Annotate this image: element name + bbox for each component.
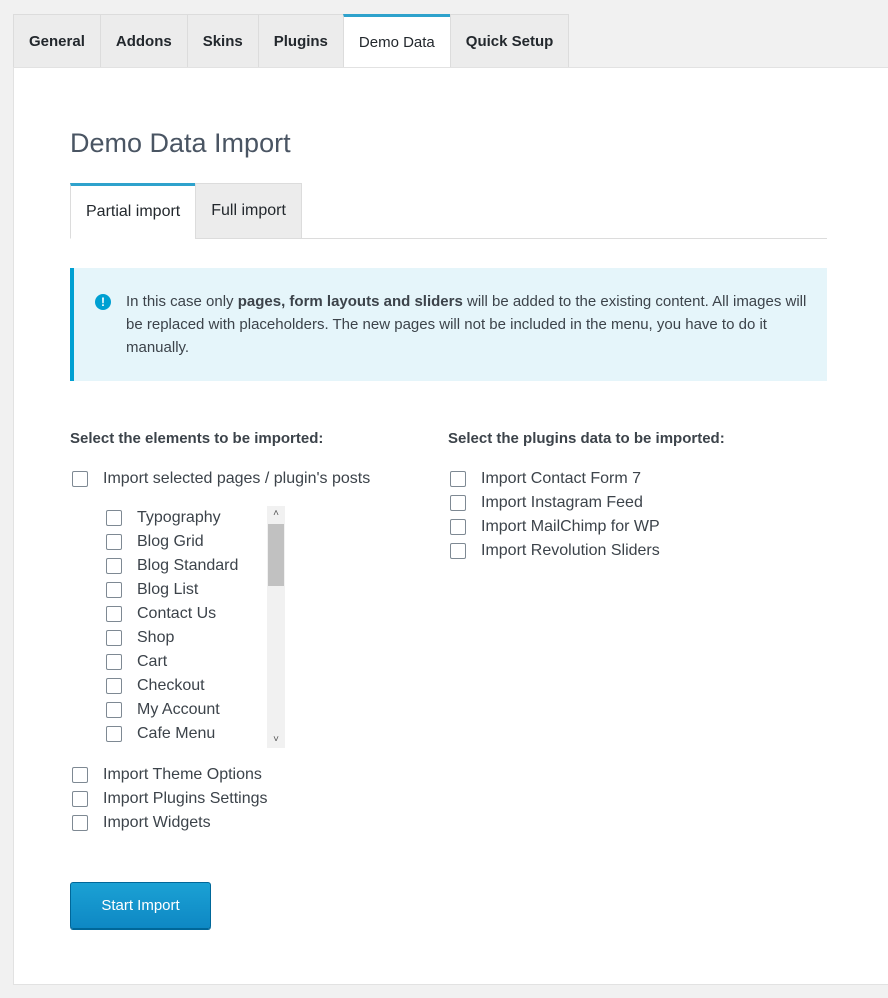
page-checkbox[interactable] — [106, 630, 122, 646]
list-item[interactable] — [106, 508, 221, 528]
list-item[interactable] — [106, 532, 204, 552]
list-item[interactable] — [106, 628, 174, 648]
page-checkbox[interactable] — [106, 510, 122, 526]
pages-list-scrollbar[interactable] — [267, 506, 285, 748]
plugin-checkbox[interactable] — [450, 471, 466, 487]
import-type-tabs — [70, 183, 827, 239]
page-title: Demo Data Import — [70, 128, 291, 158]
plugin-label: Import Instagram Feed — [481, 494, 643, 511]
page-checkbox[interactable] — [106, 726, 122, 742]
page-checkbox[interactable] — [106, 678, 122, 694]
plugin-checkbox[interactable] — [450, 543, 466, 559]
tab-addons[interactable]: Addons — [100, 14, 187, 68]
main-panel — [13, 67, 888, 985]
page-label: Contact Us — [137, 605, 217, 622]
page-label: Blog Grid — [137, 533, 204, 550]
tab-quick-setup[interactable]: Quick Setup — [450, 14, 570, 68]
plugins-settings-checkbox[interactable] — [72, 791, 88, 807]
page-checkbox[interactable] — [106, 582, 122, 598]
tab-general[interactable]: General — [13, 14, 100, 68]
plugin-instagram-feed-option[interactable] — [450, 493, 643, 513]
theme-options-option[interactable] — [72, 765, 262, 785]
plugin-mailchimp-option[interactable] — [450, 517, 660, 537]
import-pages-checkbox[interactable] — [72, 471, 88, 487]
page-label: Cafe Menu — [137, 725, 216, 742]
widgets-option[interactable] — [72, 813, 211, 833]
info-notice — [70, 268, 827, 381]
tab-partial-import[interactable]: Partial import — [70, 183, 195, 239]
widgets-checkbox[interactable] — [72, 815, 88, 831]
page-label: Checkout — [137, 677, 205, 694]
import-pages-label: Import selected pages / plugin's posts — [103, 470, 371, 487]
import-pages-option[interactable] — [72, 469, 370, 489]
notice-text-after: will be added to the existing content. All images will be replaced with placeholders. The new pages will not be included in the menu, you have to do it manually. — [126, 293, 807, 356]
tab-full-import[interactable]: Full import — [195, 183, 302, 239]
plugin-label: Import Contact Form 7 — [481, 470, 642, 487]
top-tabs — [13, 14, 569, 68]
scroll-up-icon[interactable]: ˄ — [273, 508, 279, 519]
notice-text-before: In this case only — [126, 293, 238, 310]
page-label: Blog List — [137, 581, 199, 598]
page-label: My Account — [137, 701, 220, 718]
plugins-section-title: Select the plugins data to be imported: — [448, 430, 725, 447]
list-item[interactable] — [106, 700, 220, 720]
start-import-button[interactable]: Start Import — [70, 882, 211, 929]
page-checkbox[interactable] — [106, 654, 122, 670]
page-label: Shop — [137, 629, 175, 646]
scroll-down-icon[interactable]: ˅ — [273, 734, 279, 745]
list-item[interactable] — [106, 676, 205, 696]
tab-skins[interactable]: Skins — [187, 14, 258, 68]
page-checkbox[interactable] — [106, 558, 122, 574]
plugin-label: Import MailChimp for WP — [481, 518, 660, 535]
plugins-settings-option[interactable] — [72, 789, 268, 809]
page-label: Cart — [137, 653, 168, 670]
page-checkbox[interactable] — [106, 534, 122, 550]
page-checkbox[interactable] — [106, 702, 122, 718]
list-item[interactable] — [106, 580, 198, 600]
elements-section-title: Select the elements to be imported: — [70, 430, 324, 447]
plugin-checkbox[interactable] — [450, 495, 466, 511]
theme-options-label: Import Theme Options — [103, 766, 262, 783]
list-item[interactable] — [106, 556, 238, 576]
page-label: Blog Standard — [137, 557, 239, 574]
plugin-label: Import Revolution Sliders — [481, 542, 660, 559]
list-item[interactable] — [106, 604, 216, 624]
tab-demo-data[interactable]: Demo Data — [343, 14, 450, 68]
plugins-settings-label: Import Plugins Settings — [103, 790, 268, 807]
theme-options-checkbox[interactable] — [72, 767, 88, 783]
scroll-thumb[interactable] — [268, 524, 284, 586]
pages-list — [106, 506, 286, 748]
list-item[interactable] — [106, 724, 215, 744]
plugin-contact-form-7-option[interactable] — [450, 469, 641, 489]
widgets-label: Import Widgets — [103, 814, 211, 831]
plugin-checkbox[interactable] — [450, 519, 466, 535]
page-checkbox[interactable] — [106, 606, 122, 622]
tab-plugins[interactable]: Plugins — [258, 14, 343, 68]
list-item[interactable] — [106, 652, 167, 672]
notice-text-bold: pages, form layouts and sliders — [237, 293, 463, 310]
plugin-revolution-sliders-option[interactable] — [450, 541, 660, 561]
page-label: Typography — [137, 509, 221, 526]
info-icon: ! — [95, 294, 111, 310]
